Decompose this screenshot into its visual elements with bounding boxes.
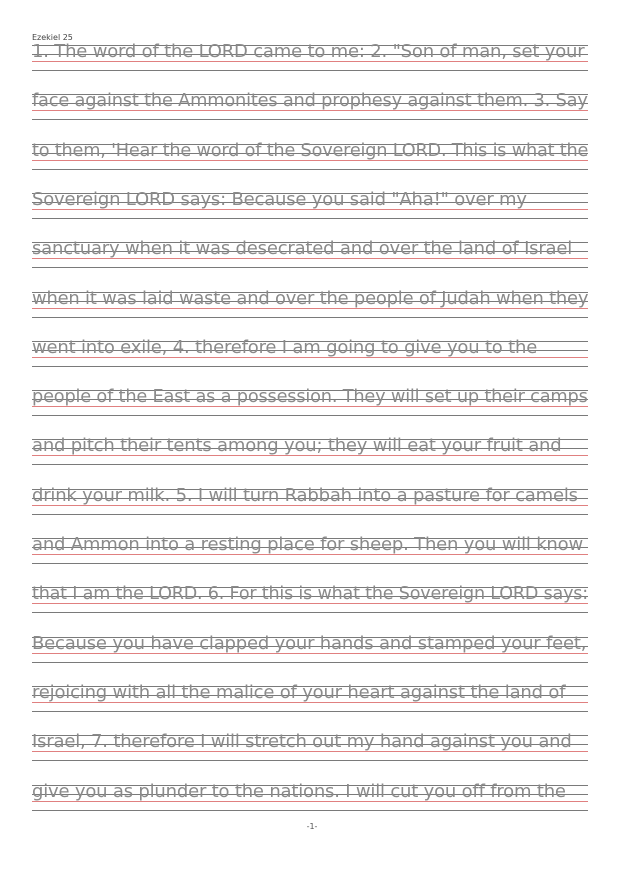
guide-rule: [32, 711, 588, 712]
practice-line: [32, 41, 588, 71]
guide-rule: [32, 810, 588, 811]
guide-rule: [32, 514, 588, 515]
practice-line: [32, 583, 588, 613]
guide-rule: [32, 662, 588, 663]
guide-rule: [32, 563, 588, 564]
guide-rule: [32, 612, 588, 613]
trace-text: people of the East as a possession. They will set up their camps: [32, 386, 588, 408]
trace-text: went into exile, 4. therefore I am going to give you to the: [32, 336, 538, 358]
trace-text: that I am the LORD. 6. For this is what the Sovereign LORD says:: [32, 583, 588, 605]
trace-text: Sovereign LORD says: Because you said "Aha!" over my: [32, 188, 527, 210]
trace-text: to them, 'Hear the word of the Sovereign LORD. This is what the: [32, 139, 589, 161]
trace-text: give you as plunder to the nations. I will cut you off from the: [32, 780, 566, 802]
guide-rule: [32, 70, 588, 71]
practice-line: [32, 386, 588, 416]
trace-text: sanctuary when it was desecrated and over the land of Israel: [32, 238, 573, 260]
guide-rule: [32, 760, 588, 761]
practice-line: [32, 287, 589, 318]
practice-line: [32, 731, 588, 761]
guide-rule: [32, 169, 588, 170]
practice-line: [32, 681, 588, 712]
trace-text: face against the Ammonites and prophesy against them. 3. Say: [32, 90, 588, 112]
trace-text: and pitch their tents among you; they will eat your fruit and: [32, 435, 562, 457]
trace-text: 1. The word of the LORD came to me: 2. "Son of man, set your: [32, 41, 585, 62]
practice-line: [32, 336, 588, 367]
trace-text: drink your milk. 5. I will turn Rabbah into a pasture for camels: [32, 484, 578, 506]
practice-line: [32, 534, 588, 564]
practice-line: [32, 484, 588, 515]
practice-line: [32, 188, 588, 219]
guide-rule: [32, 464, 588, 465]
practice-line: [32, 90, 588, 120]
guide-rule: [32, 415, 588, 416]
trace-text: Israel, 7. therefore I will stretch out my hand against you and: [32, 731, 572, 753]
page-number: -1-: [306, 822, 318, 831]
trace-text: rejoicing with all the malice of your heart against the land of: [32, 681, 566, 703]
guide-rule: [32, 317, 588, 318]
practice-line: [32, 780, 588, 811]
practice-line: [32, 238, 588, 268]
practice-line: [32, 139, 589, 170]
practice-line: [32, 435, 588, 465]
guide-rule: [32, 267, 588, 268]
guide-rule: [32, 218, 588, 219]
trace-text: when it was laid waste and over the people of Judah when they: [32, 287, 589, 309]
practice-line: [32, 632, 588, 663]
trace-text: and Ammon into a resting place for sheep. Then you will know: [32, 534, 583, 555]
guide-rule: [32, 366, 588, 367]
guide-rule: [32, 119, 588, 120]
page-header: Ezekiel 25: [32, 33, 73, 42]
trace-text: Because you have clapped your hands and stamped your feet,: [32, 632, 587, 654]
